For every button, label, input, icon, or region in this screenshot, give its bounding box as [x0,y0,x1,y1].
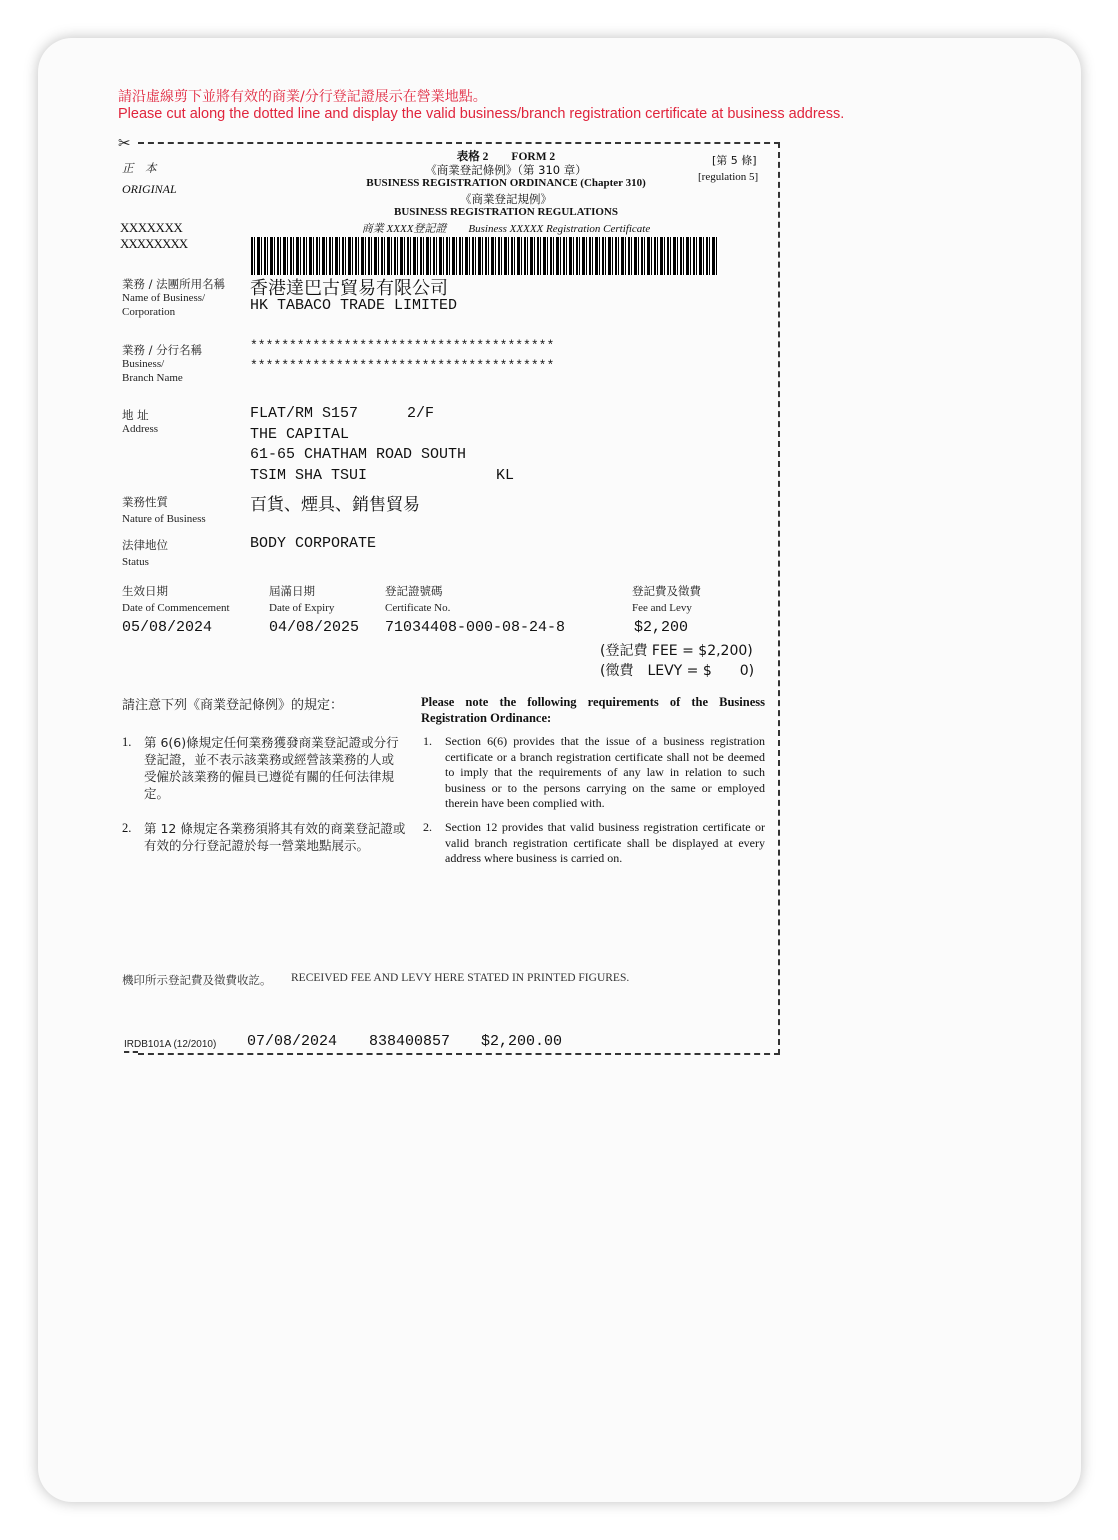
address-line-2: THE CAPITAL [250,426,350,443]
address-label-en: Address [122,423,159,435]
certificate-no-label-en: Certificate No. [385,602,451,614]
dotted-cut-line-tail [124,1051,138,1053]
business-name-en: HK TABACO TRADE LIMITED [250,297,458,314]
business-name-zh: 香港達巴古貿易有限公司 [250,278,448,299]
name-label-en-2: Corporation [122,306,176,318]
address-label-zh: 地 址 [122,408,149,422]
branch-name-line-2: *************************************** [250,358,555,373]
certificate-sheet [38,38,1081,1502]
original-label-zh: 正 本 [122,161,157,175]
notes-heading-zh: 請注意下列《商業登記條例》的規定： [122,698,344,713]
name-label-en-1: Name of Business/ [122,292,206,304]
fee-label-zh: 登記費及徵費 [632,584,701,598]
nature-of-business: 百貨、煙具、銷售貿易 [250,495,420,515]
expiry-date: 04/08/2025 [269,619,360,636]
redacted-code-2: XXXXXXXX [120,236,188,251]
section-ref-zh: [第 5 條] [712,154,757,167]
fee-breakdown: (登記費 FEE = $2,200) [600,643,753,659]
branch-name-line-1: *************************************** [250,338,555,353]
received-statement-en: RECEIVED FEE AND LEVY HERE STATED IN PRINTED FIGURES. [291,972,630,984]
legal-status: BODY CORPORATE [250,535,377,552]
levy-breakdown: (徵費 LEVY = $ 0) [600,663,755,679]
address-district: KL [496,467,515,484]
branch-label-en-1: Business/ [122,358,165,370]
fee-total: $2,200 [634,619,689,636]
branch-label-zh: 業務 / 分行名稱 [122,343,203,357]
payment-amount: $2,200.00 [481,1033,563,1050]
status-label-en: Status [122,556,149,568]
original-label-en: ORIGINAL [122,182,177,196]
regulations-en: BUSINESS REGISTRATION REGULATIONS [394,206,618,218]
certificate-no-label-zh: 登記證號碼 [385,584,443,598]
commencement-date: 05/08/2024 [122,619,213,636]
note-2-zh: 第 12 條規定各業務須將其有效的商業登記證或有效的分行登記證於每一營業地點展示。 [144,821,406,853]
address-floor: 2/F [407,405,435,422]
note-1-zh: 第 6(6)條規定任何業務獲發商業登記證或分行登記證，並不表示該業務或經營該業務的人或受僱於該業務的僱員已遵從有關的任何法律規定。 [144,735,399,801]
receipt-number: 838400857 [369,1033,451,1050]
note-1-number-en: 1. [423,734,432,748]
certificate-number: 71034408-000-08-24-8 [385,619,566,636]
received-statement-zh: 機印所示登記費及徵費收訖。 [122,973,272,987]
ordinance-zh: 《商業登記條例》（第 310 章） [425,163,587,177]
expiry-label-zh: 屆滿日期 [269,584,315,598]
commencement-label-zh: 生效日期 [122,584,168,598]
scissors-icon: ✂ [118,134,131,152]
commencement-label-en: Date of Commencement [122,602,230,614]
note-2-en: Section 12 provides that valid business registration certificate or valid branch registration certificate shall be displayed at every address where business is carried on. [445,820,765,865]
section-ref-en: [regulation 5] [698,171,759,183]
certificate-title: 商業 XXXX登記證 Business XXXXX Registration Certificate [361,223,651,235]
branch-label-en-2: Branch Name [122,372,183,384]
fee-label-en: Fee and Levy [632,602,692,614]
cut-notice-english: Please cut along the dotted line and display the valid business/branch registration certificate at business address. [118,106,845,122]
note-1-en: Section 6(6) provides that the issue of a business registration certificate or a branch registration certificate shall not be deemed to imply that the requirements of any law in relation to such business or to the persons carrying on the same or employed therein have been complied with. [445,734,765,810]
expiry-label-en: Date of Expiry [269,602,335,614]
note-1-number-zh: 1. [122,735,132,749]
address-line-4: TSIM SHA TSUI [250,467,368,484]
name-label-zh: 業務 / 法團所用名稱 [122,277,226,291]
note-2-number-zh: 2. [122,821,132,835]
note-2-number-en: 2. [423,820,432,834]
ordinance-en: BUSINESS REGISTRATION ORDINANCE (Chapter 310) [366,177,646,189]
address-line-1: FLAT/RM S157 [250,405,359,422]
nature-label-zh: 業務性質 [122,495,168,509]
payment-date: 07/08/2024 [247,1033,338,1050]
nature-label-en: Nature of Business [122,513,206,525]
regulations-zh: 《商業登記規例》 [460,192,552,206]
notes-heading-en: Please note the following requirements of the Business Registration Ordinance: [421,695,765,725]
status-label-zh: 法律地位 [122,538,168,552]
cut-notice-chinese: 請沿虛線剪下並將有效的商業/分行登記證展示在營業地點。 [118,89,487,105]
form-code: IRDB101A (12/2010) [124,1039,217,1050]
redacted-code-1: XXXXXXX [120,220,183,235]
form-number: 表格 2 FORM 2 [456,151,556,163]
address-line-3: 61-65 CHATHAM ROAD SOUTH [250,446,467,463]
barcode [251,237,719,275]
